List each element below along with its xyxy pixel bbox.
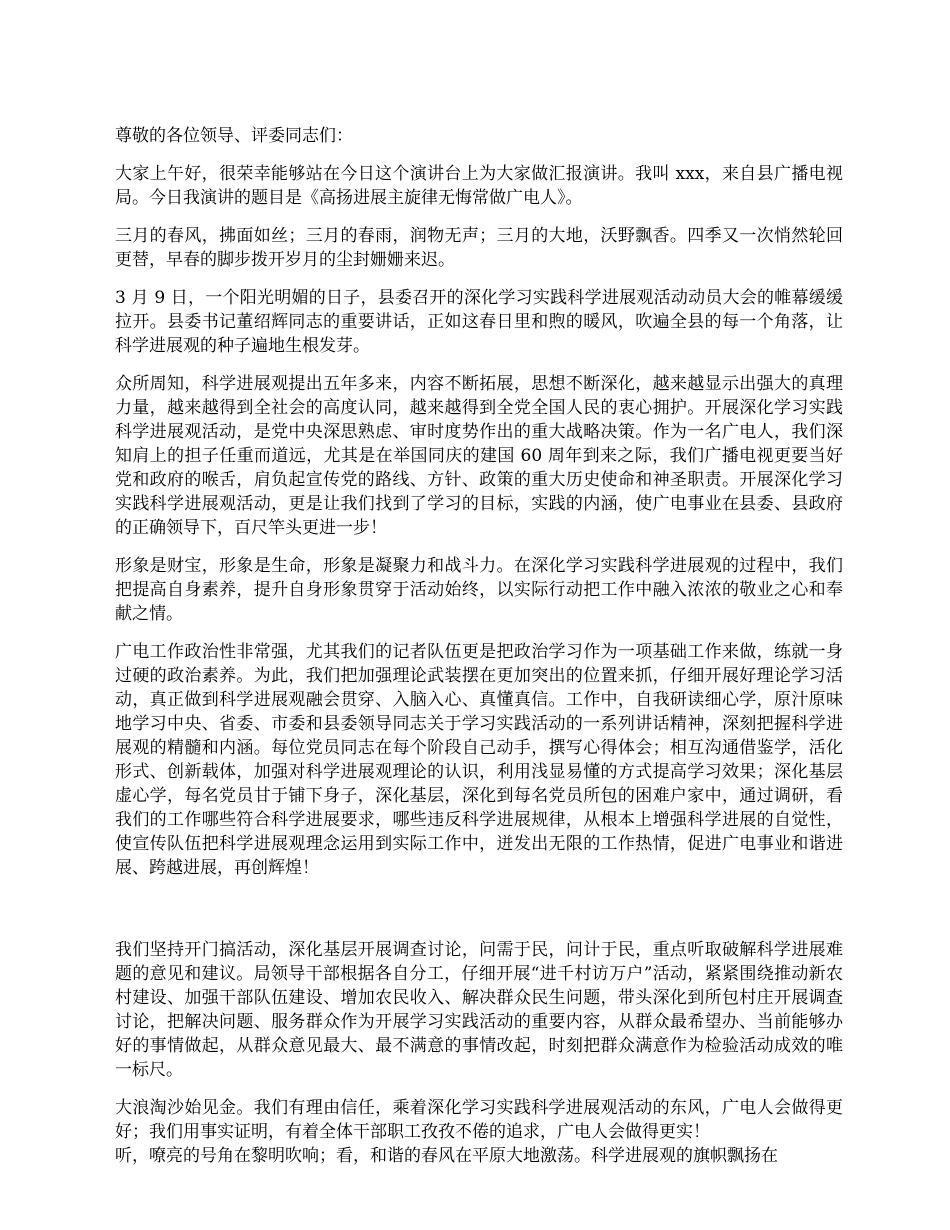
paragraph-image: 形象是财宝，形象是生命，形象是凝聚力和战斗力。在深化学习实践科学进展观的过程中，我们把提高自身素养，提升自身形象贯穿于活动始终，以实际行动把工作中融入浓浓的敬业之心和奉献之情。 <box>115 556 843 624</box>
blank-gap <box>115 894 843 938</box>
paragraph-political-study: 广电工作政治性非常强，尤其我们的记者队伍更是把政治学习作为一项基础工作来做，练就一身过硬的政治素养。为此，我们把加强理论武装摆在更加突出的位置来抓，仔细开展好理论学习活动，真正做到科学进展观融会贯穿、入脑入心、真懂真信。工作中，自我研读细心学，原汁原味地学习中央、省委、市委和县委领导同志关于学习实践活动的一系列讲话精神，深刻把握科学进展观的精髓和内涵。每位党员同志在每个阶段自己动手，撰写心得体会；相互沟通借鉴学，活化形式、创新载体，加强对科学进展观理论的认识，利用浅显易懂的方式提高学习效果；深化基层虚心学，每名党员甘于铺下身子，深化基层，深化到每名党员所包的困难户家中，通过调研，看我们的工作哪些符合科学进展要求，哪些违反科学进展规律，从根本上增强科学进展的自觉性，使宣传队伍把科学进展观理念运用到实际工作中，迸发出无限的工作热情，促进广电事业和谐进展、跨越进展，再创辉煌！ <box>115 642 843 878</box>
paragraph-well-known: 众所周知，科学进展观提出五年多来，内容不断拓展，思想不断深化，越来越显示出强大的真理力量，越来越得到全社会的高度认同，越来越得到全党全国人民的衷心拥护。开展深化学习实践科学进展观活动，是党中央深思熟虑、审时度势作出的重大战略决策。作为一名广电人，我们深知肩上的担子任重而道远，尤其是在举国同庆的建国 60 周年到来之际，我们广播电视更要当好党和政府的喉舌，肩负起宣传党的路线、方针、政策的重大历史使命和神圣职责。开展深化学习实践科学进展观活动，更是让我们找到了学习的目标，实践的内涵，使广电事业在县委、县政府的正确领导下，百尺竿头更进一步！ <box>115 374 843 538</box>
document-body <box>115 124 843 1168</box>
salutation: 尊敬的各位领导、评委同志们： <box>115 126 353 146</box>
paragraph-march-9: 3 月 9 日，一个阳光明媚的日子，县委召开的深化学习实践科学进展观活动动员大会的帷幕缓缓拉开。县委书记董绍辉同志的重要讲话，正如这春日里和煦的暖风，吹遍全县的每一个角落，让科学进展观的种子遍地生根发芽。 <box>115 288 843 356</box>
paragraph-gold: 大浪淘沙始见金。我们有理由信任，乘着深化学习实践科学进展观活动的东风，广电人会做得更好；我们用事实证明，有着全体干部职工孜孜不倦的追求，广电人会做得更实！ <box>115 1098 843 1142</box>
paragraph-intro: 大家上午好，很荣幸能够站在今日这个演讲台上为大家做汇报演讲。我叫 xxx，来自县广播电视局。今日我演讲的题目是《高扬进展主旋律无悔常做广电人》。 <box>115 164 843 208</box>
paragraph-spring: 三月的春风，拂面如丝；三月的春雨，润物无声；三月的大地，沃野飘香。四季又一次悄然轮回更替，早春的脚步拨开岁月的尘封姗姗来迟。 <box>115 226 843 270</box>
paragraph-listen: 听，嘹亮的号角在黎明吹响；看，和谐的春风在平原大地激荡。科学进展观的旗帜飘扬在 <box>115 1146 778 1166</box>
paragraph-open-door: 我们坚持开门搞活动，深化基层开展调查讨论，问需于民，问计于民，重点听取破解科学进展难题的意见和建议。局领导干部根据各自分工，仔细开展“进千村访万户”活动，紧紧围绕推动新农村建设、加强干部队伍建设、增加农民收入、解决群众民生问题，带头深化到所包村庄开展调查讨论，把解决问题、服务群众作为开展学习实践活动的重要内容，从群众最希望办、当前能够办好的事情做起，从群众意见最大、最不满意的事情改起，时刻把群众满意作为检验活动成效的唯一标尺。 <box>115 940 843 1080</box>
